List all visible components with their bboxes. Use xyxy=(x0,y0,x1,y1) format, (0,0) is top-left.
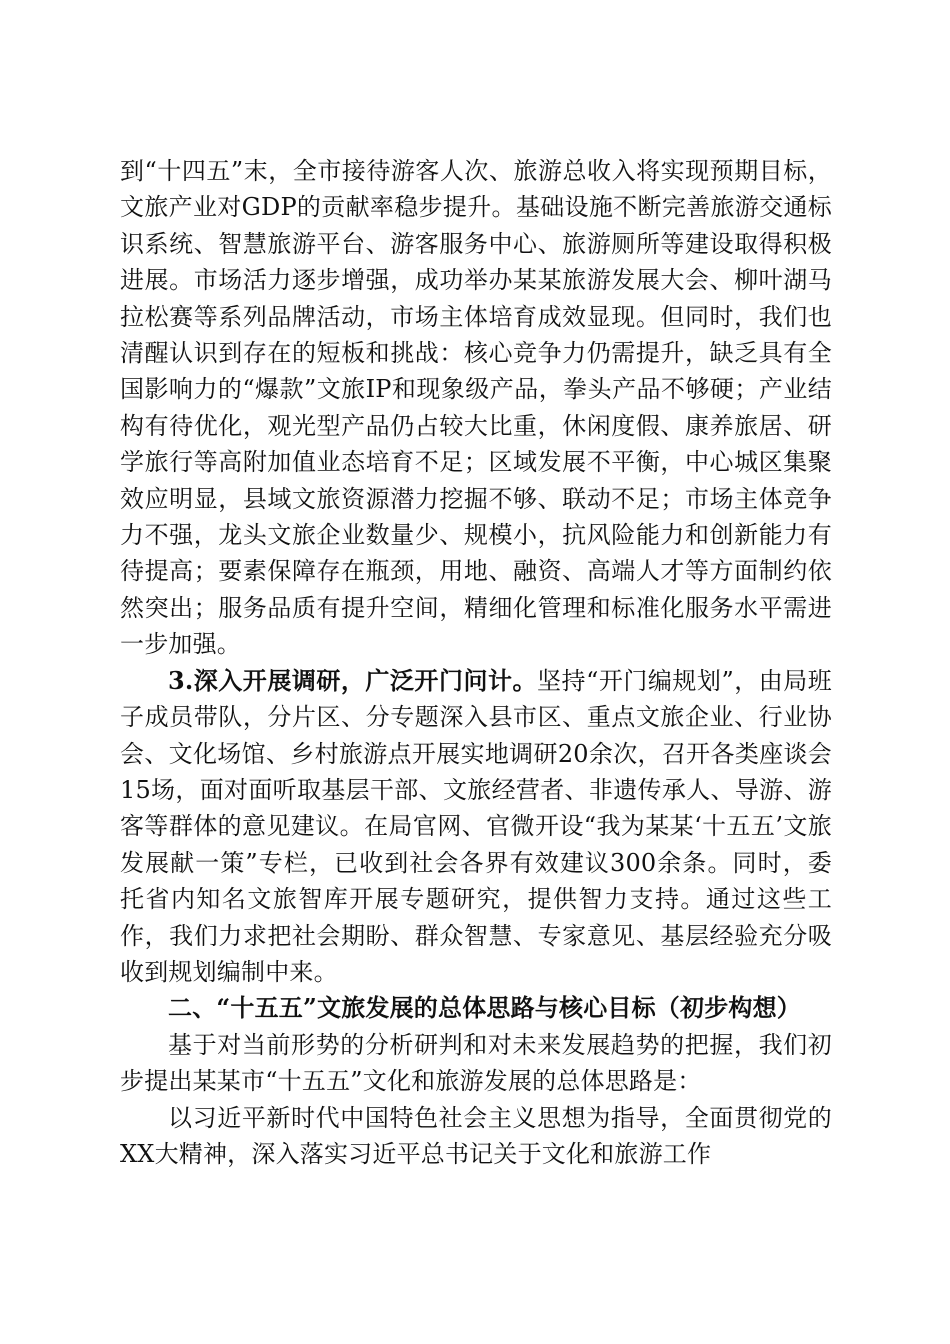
paragraph-research xyxy=(120,663,832,991)
section-heading-two xyxy=(120,990,832,1026)
paragraph-text: 基于对当前形势的分析研判和对未来发展趋势的把握，我们初步提出某某市“十五五”文化和旅游发展的总体思路是： xyxy=(120,1030,832,1096)
paragraph-text: 到“十四五”末，全市接待游客人次、旅游总收入将实现预期目标，文旅产业对GDP的贡献率稳步提升。基础设施不断完善旅游交通标识系统、智慧旅游平台、游客服务中心、旅游厕所等建设取得积极进展。市场活力逐步增强，成功举办某某旅游发展大会、柳叶湖马拉松赛等系列品牌活动，市场主体培育成效显现。但同时，我们也清醒认识到存在的短板和挑战：核心竞争力仍需提升，缺乏具有全国影响力的“爆款”文旅IP和现象级产品，拳头产品不够硬；产业结构有待优化，观光型产品仍占较大比重，休闲度假、康养旅居、研学旅行等高附加值业态培育不足；区域发展不平衡，中心城区集聚效应明显，县域文旅资源潜力挖掘不够、联动不足；市场主体竞争力不强，龙头文旅企业数量少、规模小，抗风险能力和创新能力有待提高；要素保障存在瓶颈，用地、融资、高端人才等方面制约依然突出；服务品质有提升空间，精细化管理和标准化服务水平需进一步加强。 xyxy=(120,157,832,659)
paragraph-achievements-and-challenges xyxy=(120,153,832,663)
paragraph-intro xyxy=(120,1027,832,1100)
paragraph-text: 以习近平新时代中国特色社会主义思想为指导，全面贯彻党的XX大精神，深入落实习近平总书记关于文化和旅游工作 xyxy=(120,1103,832,1168)
section-heading-text: 二、“十五五”文旅发展的总体思路与核心目标（初步构想） xyxy=(168,993,802,1023)
paragraph-lead-heading: 3.深入开展调研，广泛开门问计。 xyxy=(168,665,538,695)
document-page xyxy=(120,153,832,1172)
paragraph-text: 坚持“开门编规划”，由局班子成员带队，分片区、分专题深入县市区、重点文旅企业、行业协会、文化场馆、乡村旅游点开展实地调研20余次，召开各类座谈会15场，面对面听取基层干部、文旅经营者、非遗传承人、导游、游客等群体的意见建议。在局官网、官微开设“我为某某‘十五五’文旅发展献一策”专栏，已收到社会各界有效建议300余条。同时，委托省内知名文旅智库开展专题研究，提供智力支持。通过这些工作，我们力求把社会期盼、群众智慧、专家意见、基层经验充分吸收到规划编制中来。 xyxy=(120,666,832,986)
paragraph-guiding-thought xyxy=(120,1100,832,1173)
